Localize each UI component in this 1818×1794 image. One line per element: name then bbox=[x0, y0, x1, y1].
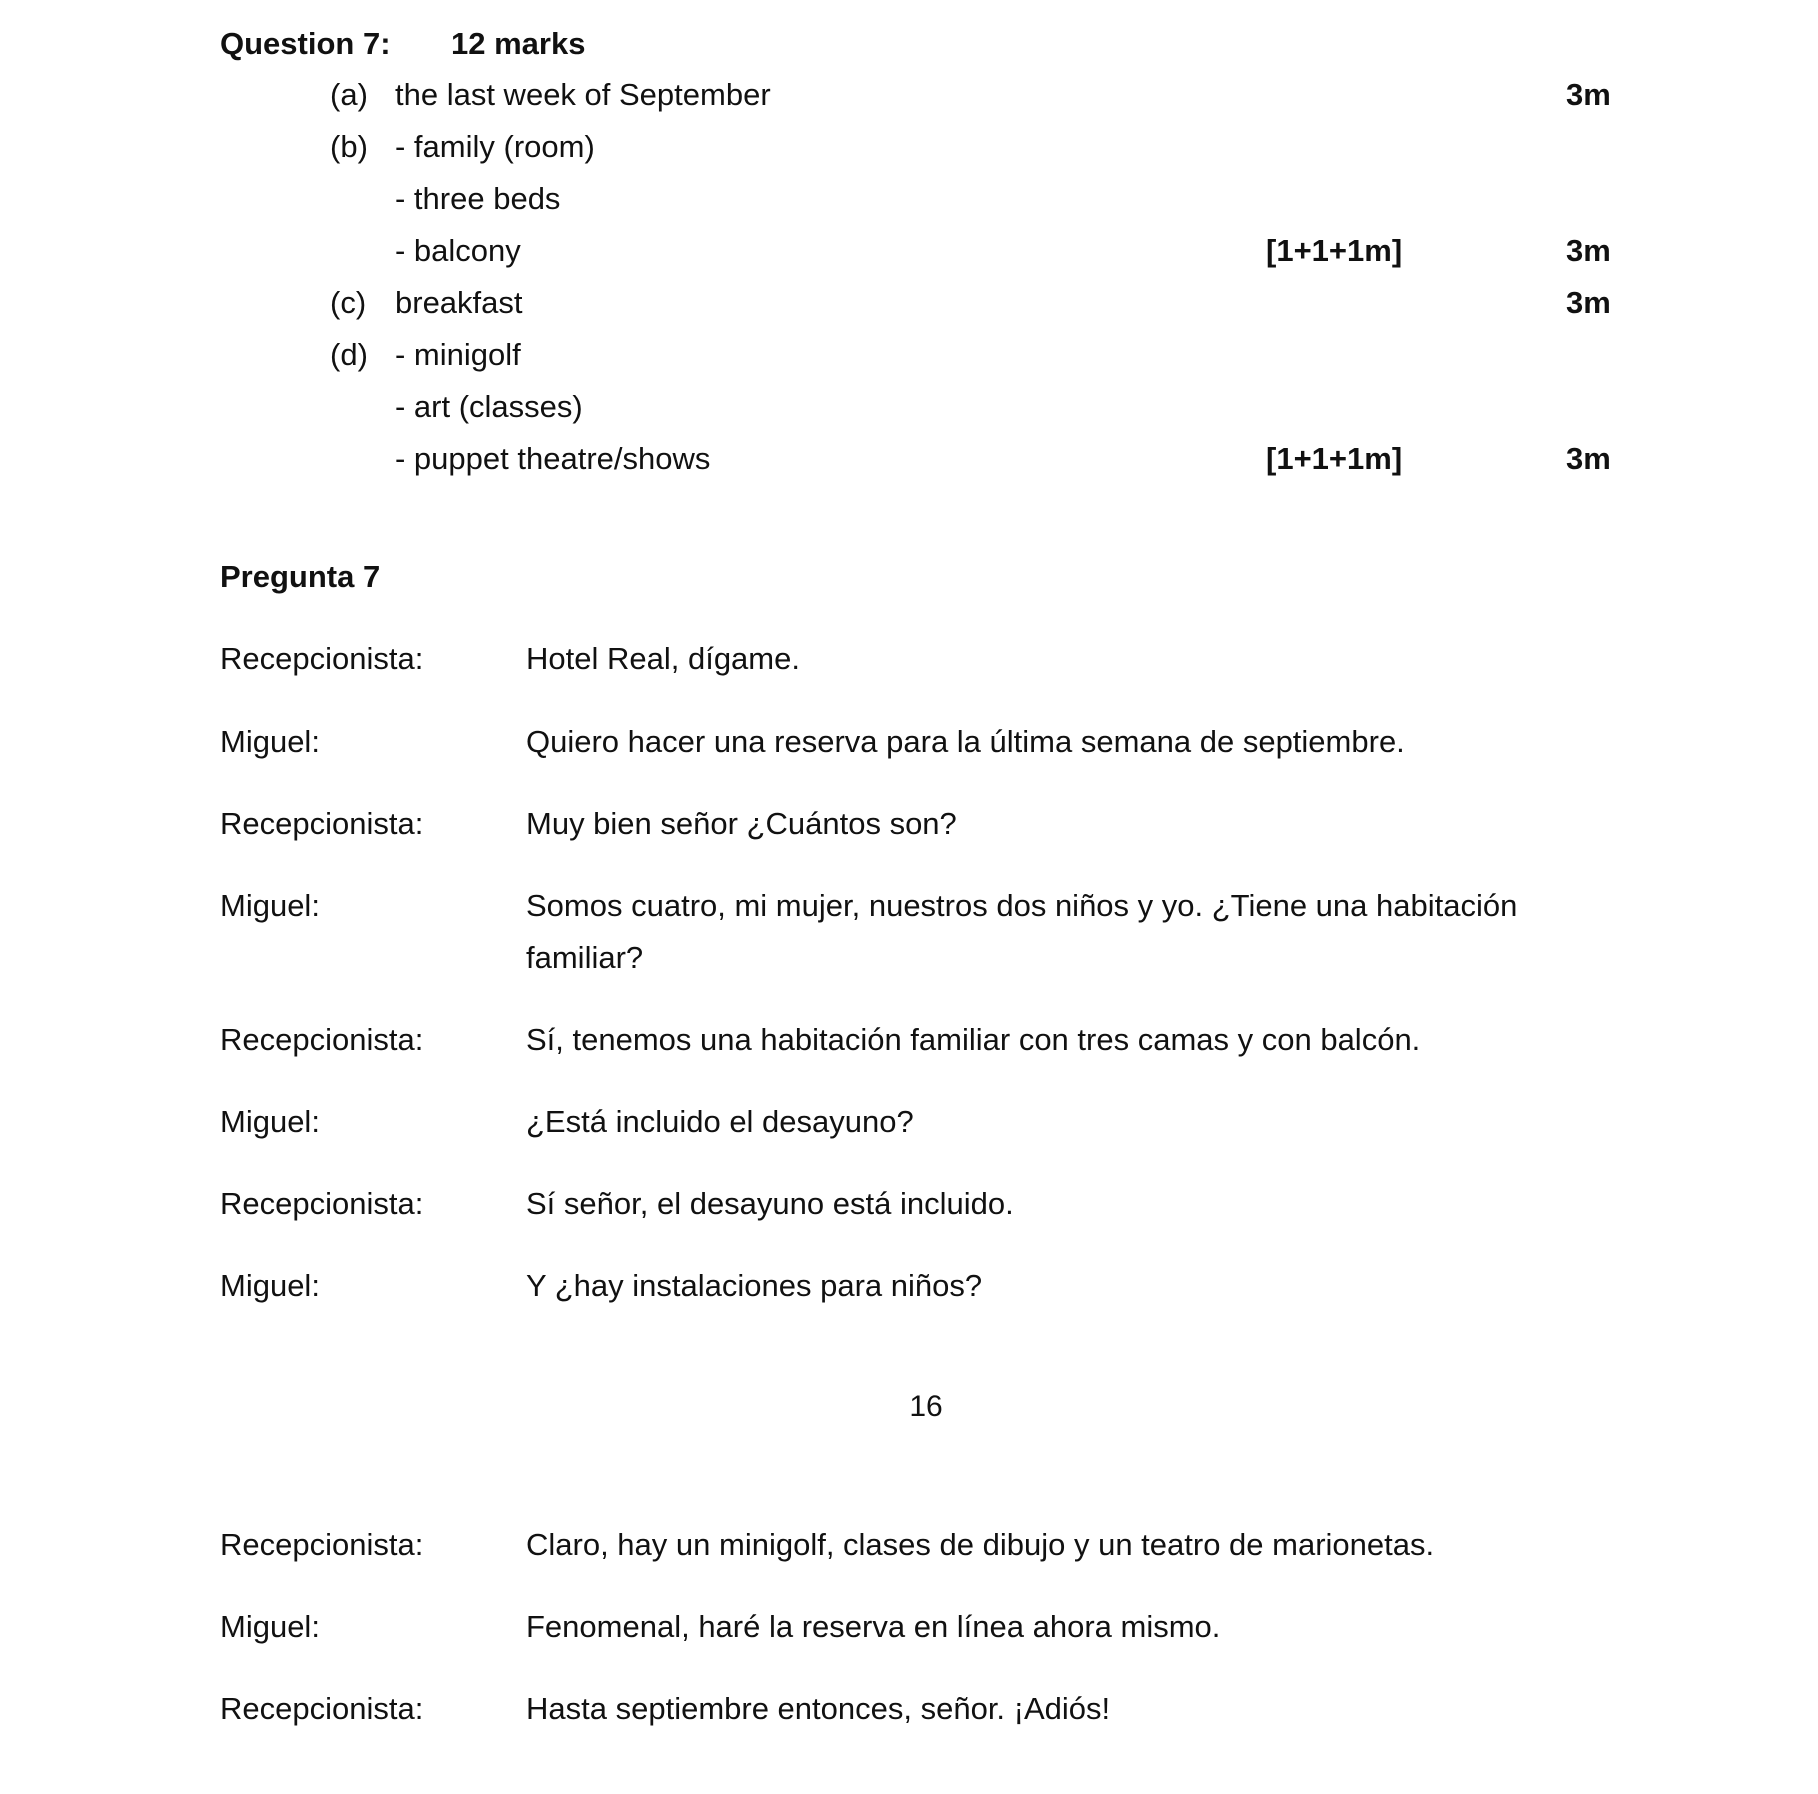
answer-text: the last week of September bbox=[395, 77, 771, 112]
dialogue-line: Hasta septiembre entonces, señor. ¡Adiós! bbox=[526, 1691, 1111, 1726]
speaker-label: Recepcionista: bbox=[220, 1691, 424, 1726]
speaker-label: Recepcionista: bbox=[220, 806, 424, 841]
answer-text: - family (room) bbox=[395, 129, 595, 164]
answer-mark: 3m bbox=[1566, 285, 1611, 320]
answer-row bbox=[0, 235, 1818, 275]
answer-letter: (c) bbox=[330, 285, 367, 320]
answer-text: - puppet theatre/shows bbox=[395, 441, 711, 476]
dialogue-line: Y ¿hay instalaciones para niños? bbox=[526, 1268, 983, 1303]
dialogue-line: Sí, tenemos una habitación familiar con tres camas y con balcón. bbox=[526, 1022, 1421, 1057]
dialogue-line: Fenomenal, haré la reserva en línea ahora mismo. bbox=[526, 1609, 1221, 1644]
answer-text: - minigolf bbox=[395, 337, 521, 372]
answer-letter: (b) bbox=[330, 129, 368, 164]
speaker-label: Miguel: bbox=[220, 1104, 320, 1139]
answer-letter: (a) bbox=[330, 77, 368, 112]
dialogue-line: Muy bien señor ¿Cuántos son? bbox=[526, 806, 957, 841]
speaker-label: Miguel: bbox=[220, 888, 320, 923]
dialogue-line: Claro, hay un minigolf, clases de dibujo y un teatro de marionetas. bbox=[526, 1527, 1435, 1562]
answer-row bbox=[0, 79, 1818, 119]
dialogue-line: Sí señor, el desayuno está incluido. bbox=[526, 1186, 1014, 1221]
answer-row bbox=[0, 287, 1818, 327]
dialogue-line: Quiero hacer una reserva para la última semana de septiembre. bbox=[526, 724, 1405, 759]
answer-mark: 3m bbox=[1566, 77, 1611, 112]
speaker-label: Miguel: bbox=[220, 724, 320, 759]
answer-text: breakfast bbox=[395, 285, 523, 320]
question-total-marks: 12 marks bbox=[451, 26, 586, 61]
answer-row bbox=[0, 183, 1818, 223]
answer-mark: 3m bbox=[1566, 233, 1611, 268]
speaker-label: Recepcionista: bbox=[220, 1527, 424, 1562]
answer-row bbox=[0, 339, 1818, 379]
speaker-label: Recepcionista: bbox=[220, 1022, 424, 1057]
dialogue-line: Somos cuatro, mi mujer, nuestros dos niños y yo. ¿Tiene una habitación familiar? bbox=[526, 888, 1518, 975]
answer-text: - three beds bbox=[395, 181, 561, 216]
answer-mark: 3m bbox=[1566, 441, 1611, 476]
speaker-label: Recepcionista: bbox=[220, 1186, 424, 1221]
question-label: Question 7: bbox=[220, 26, 391, 61]
answer-row bbox=[0, 443, 1818, 483]
answer-text: - balcony bbox=[395, 233, 521, 268]
answer-letter: (d) bbox=[330, 337, 368, 372]
answer-row bbox=[0, 391, 1818, 431]
speaker-label: Miguel: bbox=[220, 1609, 320, 1644]
answer-breakdown: [1+1+1m] bbox=[1266, 441, 1403, 476]
speaker-label: Recepcionista: bbox=[220, 641, 424, 676]
dialogue-line: Hotel Real, dígame. bbox=[526, 641, 800, 676]
answer-row bbox=[0, 131, 1818, 171]
section-title: Pregunta 7 bbox=[220, 559, 381, 594]
answer-breakdown: [1+1+1m] bbox=[1266, 233, 1403, 268]
dialogue-line: ¿Está incluido el desayuno? bbox=[526, 1104, 914, 1139]
speaker-label: Miguel: bbox=[220, 1268, 320, 1303]
answer-text: - art (classes) bbox=[395, 389, 583, 424]
page-number: 16 bbox=[909, 1390, 943, 1423]
